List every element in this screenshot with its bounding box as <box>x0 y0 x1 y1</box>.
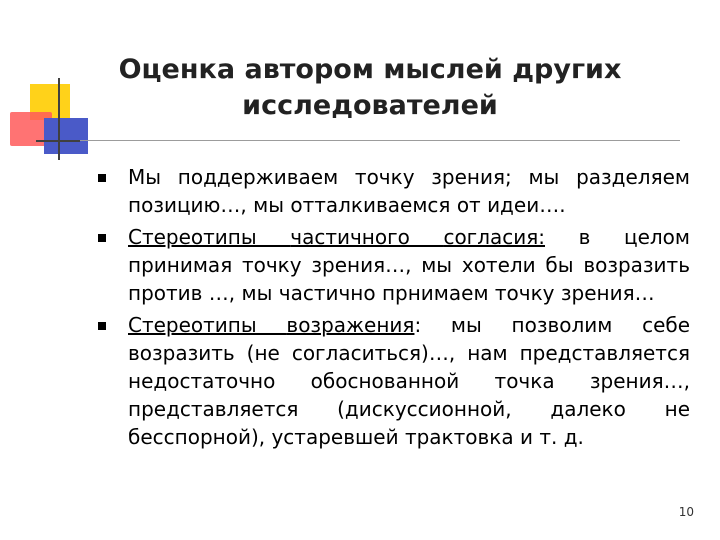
underlined-term: Стереотипы <box>128 225 291 249</box>
decor-vertical-line <box>58 78 60 160</box>
bullet-square-icon <box>98 174 106 182</box>
decor-blue-square <box>44 118 88 154</box>
title-line-2: исследователей <box>242 90 498 121</box>
text-span: : мы позволим себе возразить (не согласиться)…, нам представляется недостаточно обоснованной точка зрения…, представляется (дискуссионной, далеко не бесспорной), устаревшей трактовка и т. д. <box>128 313 691 449</box>
slide-title <box>100 52 640 124</box>
underlined-term: возражения <box>286 313 415 337</box>
title-divider <box>80 140 680 141</box>
list-item <box>0 163 720 219</box>
decor-cross-line <box>36 140 80 142</box>
bullet-list <box>0 163 720 451</box>
bullet-text <box>128 223 690 307</box>
list-item <box>0 223 720 307</box>
text-span: в целом принимая точку зрения…, мы хотели бы возразить против …, мы частично прнимаем точку зрения… <box>128 225 690 305</box>
underlined-term: частичного <box>290 225 444 249</box>
title-line-1: Оценка автором мыслей других <box>118 54 622 85</box>
underlined-term: согласия: <box>443 225 545 249</box>
bullet-square-icon <box>98 322 106 330</box>
bullet-text <box>128 311 690 451</box>
underlined-term: Стереотипы <box>128 313 287 337</box>
bullet-text: Мы поддерживаем точку зрения; мы разделяем позицию…, мы отталкиваемся от идеи…. <box>128 165 690 217</box>
page-number: 10 <box>678 505 694 519</box>
list-item <box>0 311 720 451</box>
bullet-square-icon <box>98 234 106 242</box>
